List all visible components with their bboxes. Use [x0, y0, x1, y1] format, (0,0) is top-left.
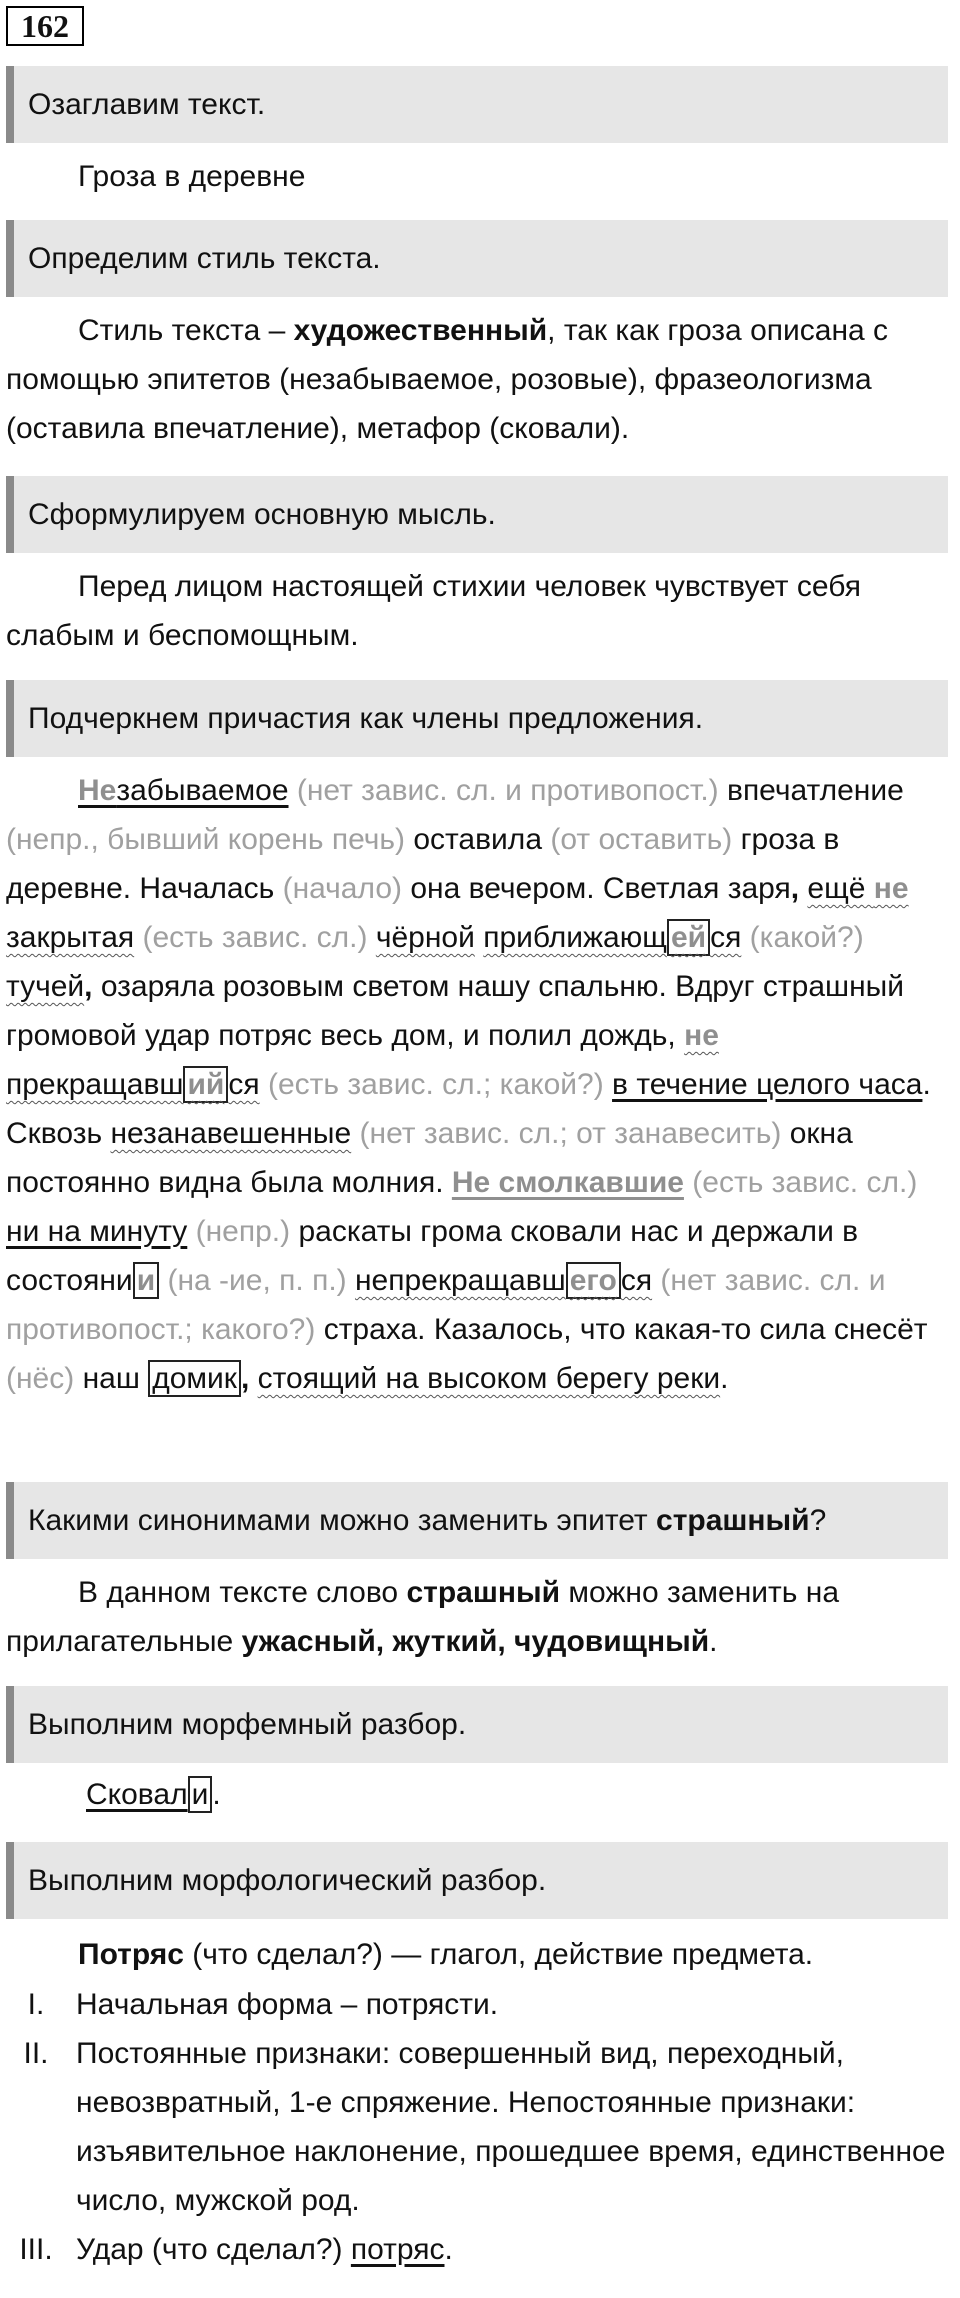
section-synonyms: Какими синонимами можно заменить эпитет страшный?: [6, 1482, 948, 1559]
word-9: тучей: [6, 970, 85, 1003]
participle-3: не прекращавш ий ся: [6, 1019, 719, 1101]
comma-2: ,: [84, 970, 101, 1003]
style-text-post: , так как гроза описана с помощью эпитетов (незабываемое, розовые), фразеологизма (оставила впечатление), метафор (сковали).: [6, 314, 889, 445]
note-11: (на -ие, п. п.): [159, 1264, 355, 1297]
word-4: Началась: [139, 872, 275, 905]
morpheme-analysis: Сковал и .: [86, 1778, 221, 1811]
word-18: домик: [148, 1360, 241, 1397]
section-title-heading: Озаглавим текст.: [6, 66, 948, 143]
ending-box: и: [133, 1262, 159, 1299]
note-8: (нет завис. сл.; от занавесить): [351, 1117, 790, 1150]
comma-3: ,: [240, 1362, 258, 1395]
text-6: розовым светом нашу спальню. Вдруг страшный громовой удар потряс весь дом, и полил дождь,: [6, 970, 904, 1052]
section-synonyms-pre: Какими синонимами можно заменить эпитет: [28, 1504, 657, 1537]
section-participles: Подчеркнем причастия как члены предложения.: [6, 680, 948, 757]
text-7: . Сквозь: [6, 1068, 931, 1150]
note-4: (начало): [274, 872, 411, 905]
note-7: (есть завис. сл.; какой?): [259, 1068, 613, 1101]
note-3: (от оставить): [542, 823, 741, 856]
text-10: страха. Казалось, что какая-то сила снесёт: [323, 1313, 928, 1346]
note-6: (какой?): [741, 921, 864, 954]
note-5: (есть завис. сл.): [134, 921, 376, 954]
comma-1: ,: [790, 872, 808, 905]
section-morphology: Выполним морфологический разбор.: [6, 1842, 948, 1919]
word-7: чёрной: [375, 921, 475, 954]
section-main-thought: Сформулируем основную мысль.: [6, 476, 948, 553]
note-13: (нёс): [6, 1362, 83, 1395]
list-item-3-word: потряс: [350, 2233, 445, 2266]
note-9: (есть завис. сл.): [683, 1166, 918, 1199]
section-synonyms-bold: страшный: [656, 1504, 810, 1537]
list-item-3: Удар (что сделал?) потряс.: [76, 2233, 453, 2266]
morph-header: [6, 1930, 950, 1979]
participle-phrase-1: ещё не закрытая: [6, 872, 909, 954]
analysis-paragraph: Незабываемое (нет завис. сл. и противопост.) впечатление (непр., бывший корень печь) оставила (от оставить) гроза в деревне. Началась (начало) она вечером. Светлая заря, ещё не закрытая (есть завис. сл.) чёрной приближающ ей ся (какой?) тучей, озаряла розовым светом нашу спальню. Вдруг страшный громовой удар потряс весь дом, и полил дождь, не прекращавш ий ся (есть завис. сл.; какой?) в течение целого часа. Сквозь незанавешенные (нет завис. сл.; от занавесить) окна постоянно видна была молния. Не смолкавшие (есть завис. сл.) ни на минуту (непр.) раскаты грома сковали нас и держали в состояни и (на -ие, п. п.) непрекращавш его ся (нет завис. сл. и противопост.; какого?) страха. Казалось, что какая-то сила снесёт (нёс) наш домик , стоящий на высоком берегу реки.: [6, 774, 931, 1395]
note-10: (непр.): [187, 1215, 299, 1248]
style-paragraph: [6, 306, 950, 453]
morph-rest: (что сделал?) — глагол, действие предмета.: [183, 1938, 814, 1971]
word-5: заря: [727, 872, 791, 905]
style-text-bold: художественный: [293, 314, 548, 347]
morph-word: Потряс: [78, 1938, 184, 1971]
word-15: ни на минуту: [6, 1215, 188, 1248]
participle-1: Незабываемое: [78, 774, 289, 807]
participle-4: незанавешенные: [110, 1117, 352, 1150]
participle-5: Не смолкавшие: [451, 1166, 684, 1199]
text-title: Гроза в деревне: [78, 160, 306, 193]
participle-2: приближающ ей ся: [483, 921, 742, 954]
style-text-pre: Стиль текста –: [78, 314, 294, 347]
list-num-3: III.: [19, 2233, 53, 2266]
note-2: (непр., бывший корень печь): [6, 823, 414, 856]
main-thought-paragraph: Перед лицом настоящей стихии человек чувствует себя слабым и беспомощным.: [6, 570, 861, 652]
synonyms-word: страшный: [406, 1576, 561, 1609]
section-style: Определим стиль текста.: [6, 220, 948, 297]
synonyms-paragraph: В данном тексте слово страшный можно заменить на прилагательные ужасный, жуткий, чудовищный.: [6, 1576, 840, 1658]
text-11: наш: [82, 1362, 149, 1395]
word-10: озаряла: [100, 970, 215, 1003]
text-1: гроза в деревне.: [6, 823, 840, 905]
morpheme-stem: Сковал: [86, 1778, 188, 1811]
section-morpheme: Выполним морфемный разбор.: [6, 1686, 948, 1763]
participle-6: непрекращавш его ся: [354, 1264, 653, 1297]
word-12: в течение целого часа: [612, 1068, 923, 1101]
list-num-2: II.: [23, 2037, 49, 2070]
list-item-1: Начальная форма – потрясти.: [76, 1988, 499, 2021]
text-2: она вечером. Светлая: [410, 872, 728, 905]
note-12: (нет завис. сл. и противопост.; какого?): [6, 1264, 886, 1346]
word-2: впечатление: [727, 774, 904, 807]
list-num-1: I.: [27, 1988, 45, 2021]
exercise-number: 162: [6, 6, 84, 46]
list-item-2: Постоянные признаки: совершенный вид, переходный, невозвратный, 1-е спряжение. Непостоянные признаки: изъявительное наклонение, прошедшее время, единственное число, мужской род.: [76, 2037, 946, 2217]
participle-7: стоящий на высоком берегу реки: [257, 1362, 721, 1395]
note-1: (нет завис. сл. и противопост.): [288, 774, 719, 807]
synonyms-list: ужасный, жуткий, чудовищный: [241, 1625, 710, 1658]
text-8: окна постоянно видна была молния.: [6, 1117, 853, 1199]
text-9: раскаты грома сковали нас и держали в состояни: [6, 1215, 859, 1297]
word-3: оставила: [413, 823, 543, 856]
morpheme-ending: и: [188, 1776, 213, 1813]
